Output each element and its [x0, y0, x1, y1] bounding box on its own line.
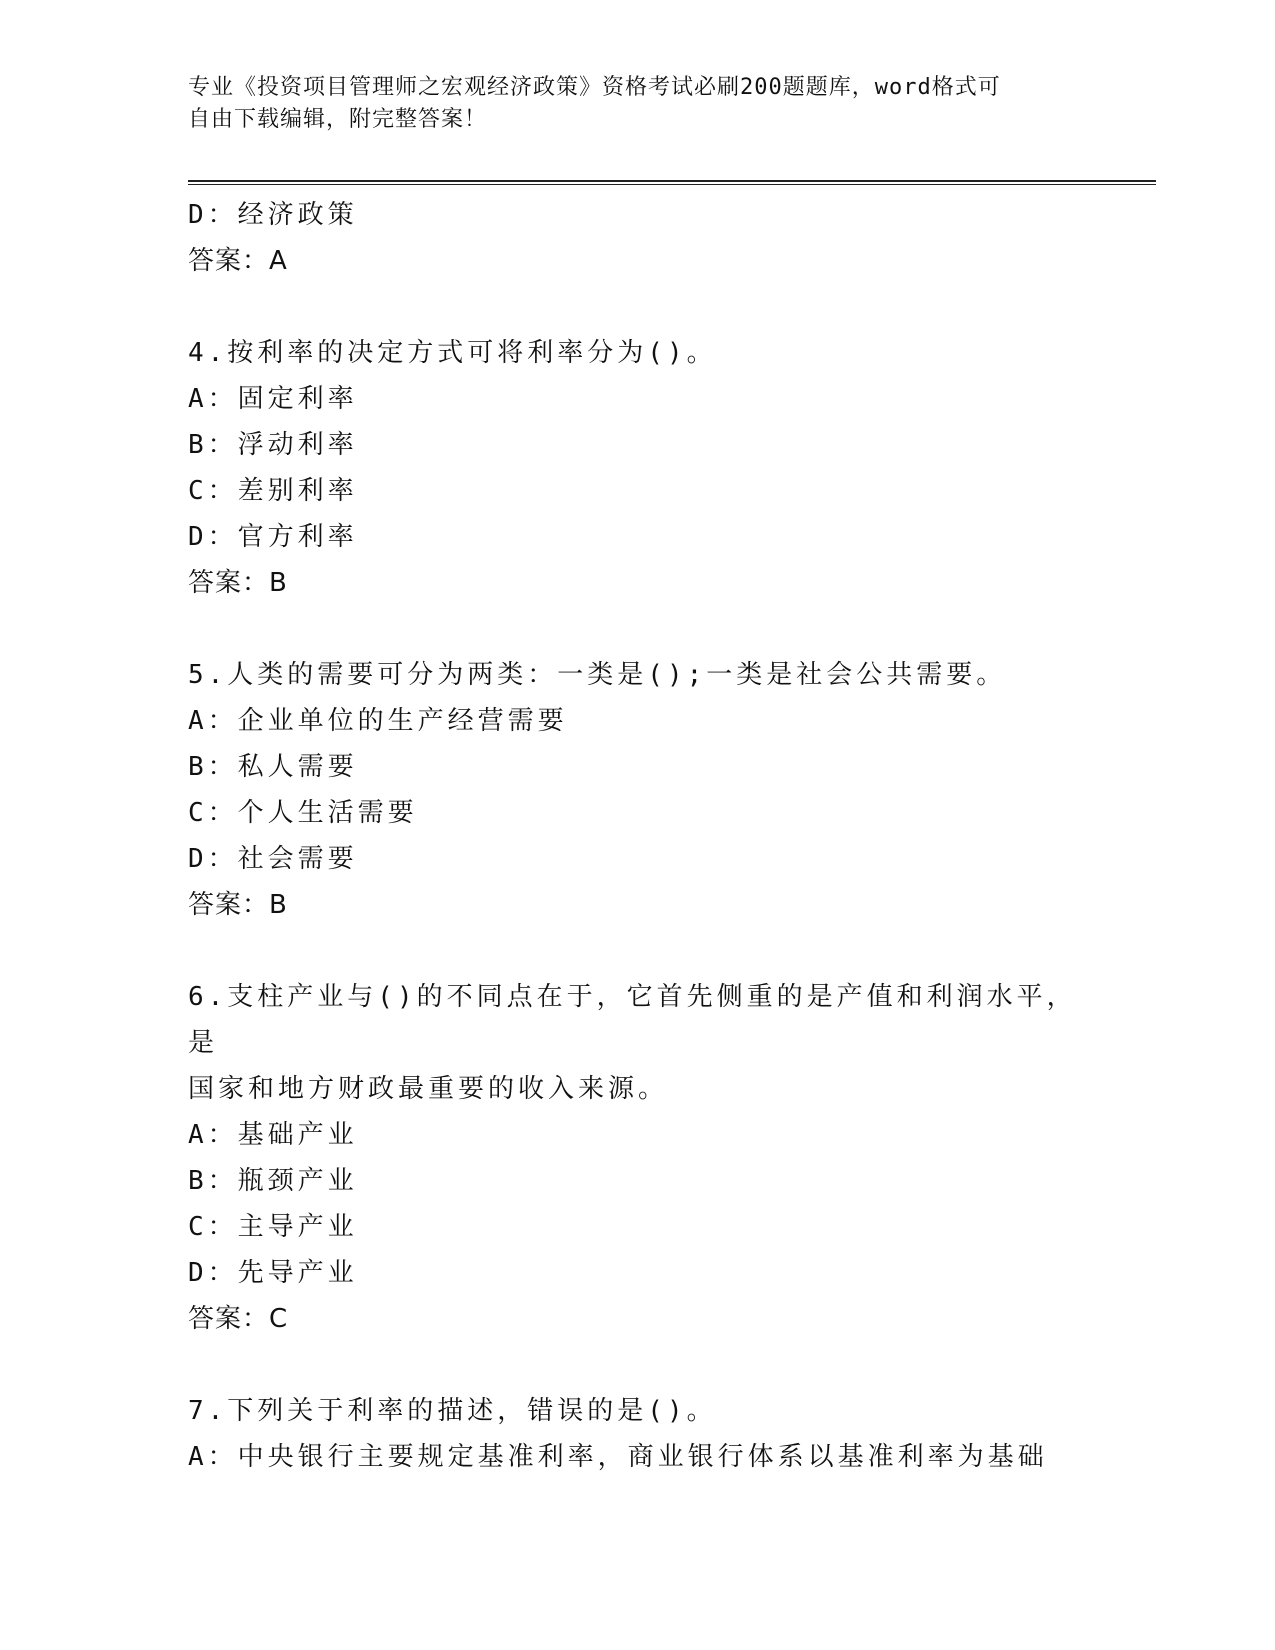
answer: 答案：C	[188, 1304, 289, 1334]
option-d: D：经济政策	[188, 200, 358, 230]
document-header	[188, 72, 1088, 136]
document-body	[188, 192, 1088, 1480]
option-b: B：瓶颈产业	[188, 1166, 358, 1196]
option-a: A：基础产业	[188, 1120, 358, 1150]
option-c: C：个人生活需要	[188, 798, 418, 828]
answer: 答案：A	[188, 246, 288, 276]
question-text: 7.下列关于利率的描述，错误的是()。	[188, 1396, 717, 1426]
spacer	[188, 606, 1088, 652]
option-b: B：私人需要	[188, 752, 358, 782]
question-text: 5.人类的需要可分为两类：一类是();一类是社会公共需要。	[188, 660, 1007, 690]
header-divider-thick	[188, 180, 1156, 182]
question-text-line-1: 6.支柱产业与()的不同点在于，它首先侧重的是产值和利润水平，是	[188, 982, 1077, 1058]
question-text-line-2: 国家和地方财政最重要的收入来源。	[188, 1074, 669, 1104]
option-c: C：主导产业	[188, 1212, 358, 1242]
option-a: A：中央银行主要规定基准利率，商业银行体系以基准利率为基础	[188, 1442, 1048, 1472]
option-a: A：企业单位的生产经营需要	[188, 706, 568, 736]
header-divider-thin	[188, 184, 1156, 185]
header-line-2: 自由下载编辑，附完整答案！	[188, 107, 488, 132]
answer: 答案：B	[188, 568, 288, 598]
option-c: C：差别利率	[188, 476, 358, 506]
option-a: A：固定利率	[188, 384, 358, 414]
answer: 答案：B	[188, 890, 288, 920]
spacer	[188, 928, 1088, 974]
option-d: D：社会需要	[188, 844, 358, 874]
spacer	[188, 1342, 1088, 1388]
option-d: D：官方利率	[188, 522, 358, 552]
option-b: B：浮动利率	[188, 430, 358, 460]
question-text: 4.按利率的决定方式可将利率分为()。	[188, 338, 717, 368]
spacer	[188, 284, 1088, 330]
header-line-1: 专业《投资项目管理师之宏观经济政策》资格考试必刷200题题库，word格式可	[188, 75, 1001, 100]
option-d: D：先导产业	[188, 1258, 358, 1288]
